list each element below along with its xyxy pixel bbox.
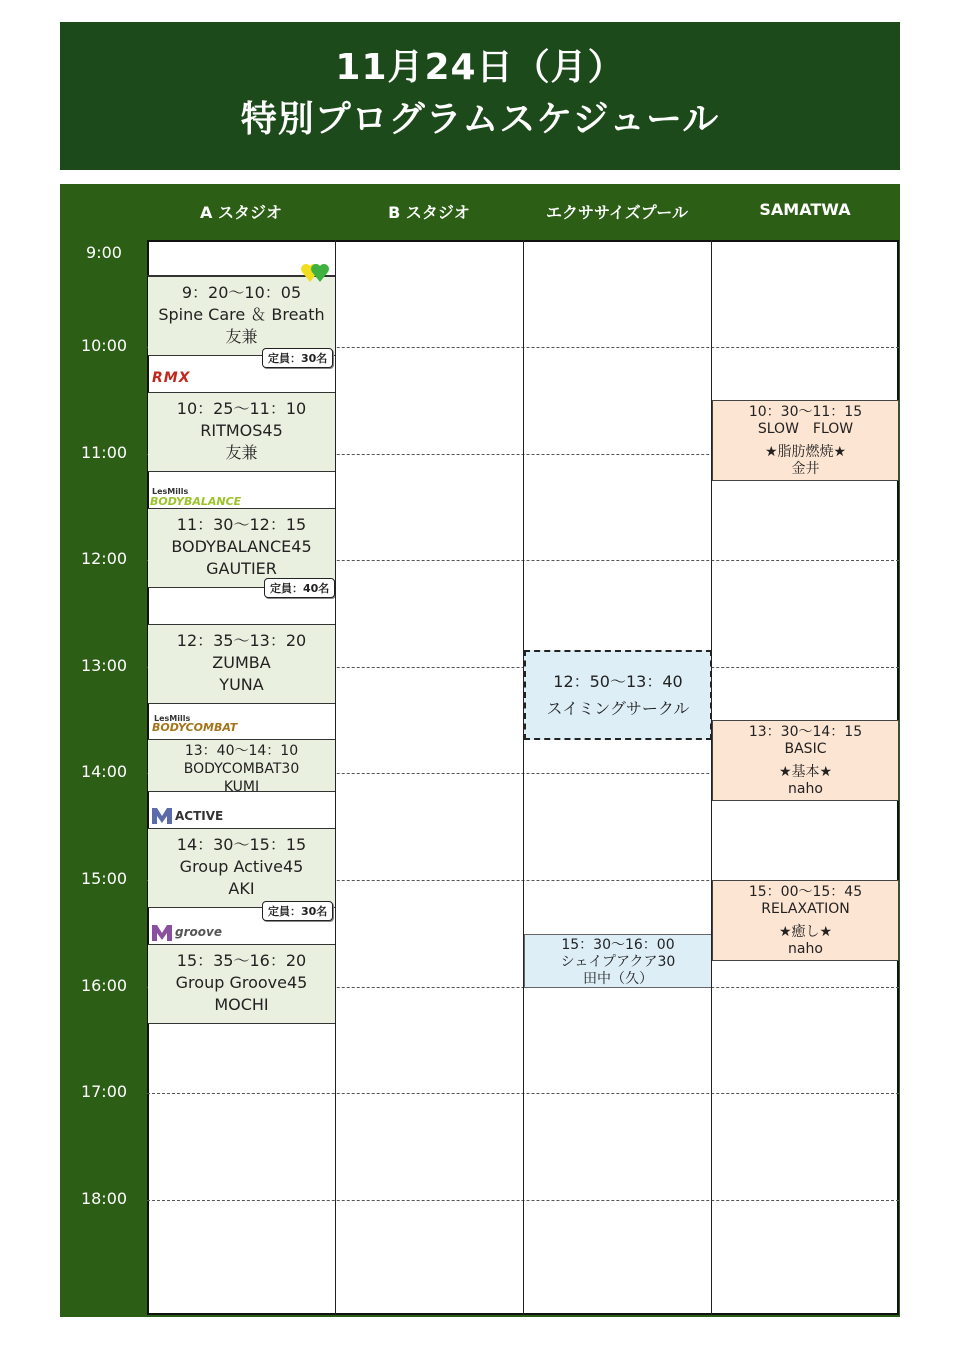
class-instructor: 金井 (791, 461, 820, 477)
class-card-group-groove45[interactable] (148, 944, 335, 1024)
time-label: 10:00 (80, 336, 128, 355)
class-name: Group Active45 (179, 857, 304, 876)
class-time: 10：25〜11：10 (176, 399, 307, 418)
time-label: 13:00 (80, 656, 128, 675)
column-header-pool: エクササイズプール (546, 203, 688, 222)
capacity-badge: 定員：30名 (262, 348, 333, 368)
column-header-a-studio: A スタジオ (200, 203, 282, 222)
time-label: 18:00 (80, 1189, 128, 1208)
class-name: RELAXATION (761, 901, 850, 917)
time-label: 16:00 (80, 976, 128, 995)
class-name: ZUMBA (212, 653, 271, 672)
class-instructor: YUNA (219, 675, 264, 694)
class-name: Spine Care ＆ Breath (158, 305, 325, 324)
column-divider (335, 240, 336, 1315)
groove-logo: groove (175, 925, 222, 939)
class-time: 15：00〜15：45 (748, 884, 863, 900)
class-card-relaxation[interactable] (712, 880, 899, 961)
class-time: 11：30〜12：15 (176, 515, 307, 534)
class-instructor: naho (788, 941, 823, 957)
rmx-logo: RMX (152, 370, 191, 386)
class-card-ritmos45[interactable] (148, 392, 335, 472)
class-instructor: naho (788, 781, 823, 797)
class-time: 13：30〜14：15 (748, 724, 863, 740)
time-label: 12:00 (80, 549, 128, 568)
class-card-spine-care[interactable] (148, 276, 335, 356)
class-time: 15：30〜16：00 (561, 937, 675, 953)
class-name: RITMOS45 (200, 421, 283, 440)
groove-logo-icon (151, 924, 173, 942)
class-card-slow-flow[interactable] (712, 400, 899, 481)
column-divider (523, 240, 524, 1315)
heart-icon (300, 262, 332, 284)
bodycombat-logo: BODYCOMBAT (152, 721, 238, 734)
capacity-badge: 定員：30名 (262, 901, 333, 921)
class-time: 10：30〜11：15 (748, 404, 863, 420)
class-time: 9：20〜10：05 (181, 283, 302, 302)
class-card-group-active45[interactable] (148, 828, 335, 908)
class-name: スイミングサークル (546, 699, 690, 718)
class-card-basic[interactable] (712, 720, 899, 801)
column-header-b-studio: B スタジオ (388, 203, 470, 222)
active-logo: ACTIVE (175, 809, 224, 823)
capacity-badge: 定員：40名 (264, 578, 335, 598)
page-title: 特別プログラムスケジュール (240, 99, 720, 140)
date-title: 11月24日（月） (335, 47, 625, 88)
lesmills-logo-text: LesMills (154, 714, 191, 723)
class-time: 15：35〜16：20 (176, 951, 307, 970)
class-time: 12：50〜13：40 (553, 672, 683, 691)
class-name: BODYBALANCE45 (171, 537, 312, 556)
class-instructor: GAUTIER (206, 559, 277, 578)
class-card-bodybalance45[interactable] (148, 508, 335, 588)
column-divider (711, 240, 712, 1315)
time-label: 17:00 (80, 1082, 128, 1101)
class-tag: ★癒し★ (778, 924, 833, 940)
class-time: 12：35〜13：20 (176, 631, 307, 650)
time-label: 11:00 (80, 443, 128, 462)
class-instructor: 田中（久） (583, 971, 653, 987)
time-label: 9:00 (86, 243, 122, 262)
class-instructor: AKI (228, 879, 255, 898)
class-tag: ★基本★ (778, 764, 833, 780)
class-instructor: KUMI (223, 779, 260, 795)
class-name: シェイプアクア30 (560, 954, 676, 970)
class-time: 14：30〜15：15 (176, 835, 307, 854)
class-card-zumba[interactable] (148, 624, 335, 704)
class-name: BASIC (784, 741, 827, 757)
lesmills-logo-text: LesMills (152, 487, 189, 496)
column-header-samatwa: SAMATWA (759, 200, 851, 219)
time-label: 15:00 (80, 869, 128, 888)
class-instructor: MOCHI (214, 995, 269, 1014)
class-name: Group Groove45 (175, 973, 308, 992)
bodybalance-logo: BODYBALANCE (150, 495, 242, 508)
class-name: BODYCOMBAT30 (183, 761, 300, 777)
class-instructor: 友兼 (225, 443, 258, 462)
class-card-shape-aqua30[interactable] (524, 934, 712, 988)
active-logo-icon (151, 807, 173, 825)
class-name: SLOW FLOW (757, 421, 854, 437)
class-tag: ★脂肪燃焼★ (764, 444, 847, 460)
class-instructor: 友兼 (225, 327, 258, 346)
title-banner (60, 22, 900, 170)
class-card-swimming-circle[interactable] (524, 650, 712, 740)
class-time: 13：40〜14：10 (184, 743, 299, 759)
time-label: 14:00 (80, 762, 128, 781)
class-card-bodycombat30[interactable] (148, 739, 335, 795)
